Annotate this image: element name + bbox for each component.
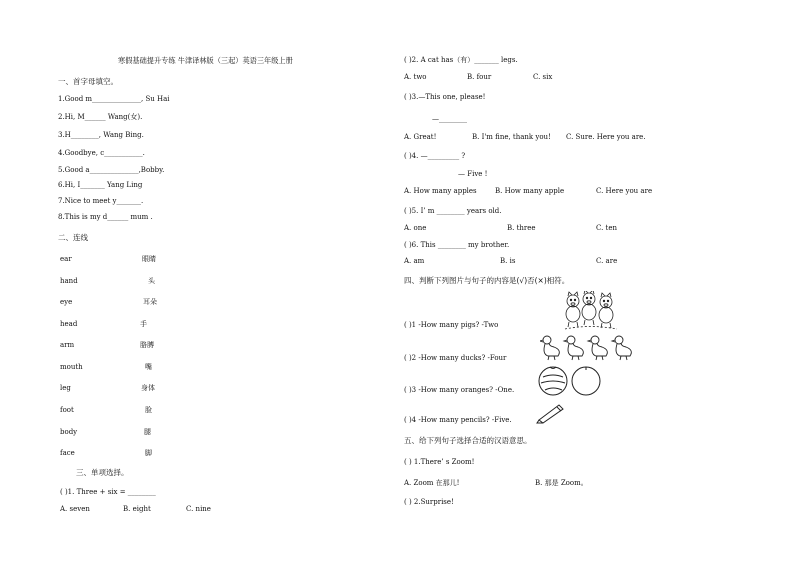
fill-item-3: 3.H________, Wang Bing.: [58, 131, 144, 139]
choice-q4-b: B. How many apple: [495, 187, 565, 195]
fill-item-1: 1.Good m______________, Su Hai: [58, 95, 170, 103]
match-zh-8: 脸: [145, 406, 152, 414]
choice-q2-a: A. two: [404, 73, 427, 81]
judge-item-2: ( )2 -How many ducks? -Four: [404, 354, 507, 362]
section-1-heading: 一、首字母填空。: [58, 77, 118, 86]
choice-q5-c: C. ten: [596, 224, 618, 232]
choice-q3: ( )3.—This one, please!: [404, 93, 486, 101]
fill-item-6: 6.Hi, I_______ Yang Ling: [58, 181, 143, 189]
choice-q3-c: C. Sure. Here you are.: [566, 133, 646, 141]
match-en-4: head: [60, 320, 78, 328]
choice-q1: ( )1. Three + six = ________: [60, 488, 156, 496]
section-2-heading: 二、连线: [58, 233, 88, 242]
match-zh-7: 身体: [141, 384, 155, 392]
pencil-picture-icon: [535, 402, 565, 424]
choice-q4-answer: — Five !: [458, 170, 488, 178]
match-en-8: foot: [60, 406, 74, 414]
choice-q6-c: C. are: [596, 257, 618, 265]
choice-q2-b: B. four: [467, 73, 492, 81]
fill-item-2: 2.Hi, M______ Wang(女).: [58, 113, 143, 121]
match-en-3: eye: [60, 298, 73, 306]
match-en-1: ear: [60, 255, 72, 263]
choice-q1-b: B. eight: [123, 505, 151, 513]
fill-item-4: 4.Goodbye, c___________.: [58, 149, 145, 157]
translate-q1: ( ) 1.There’ s Zoom!: [404, 458, 475, 466]
choice-q5-b: B. three: [507, 224, 536, 232]
choice-q6-a: A. am: [404, 257, 425, 265]
ducks-picture-icon: [540, 334, 634, 362]
choice-q6-b: B. is: [500, 257, 516, 265]
translate-q1-b: B. 那是 Zoom。: [535, 479, 588, 487]
choice-q1-c: C. nine: [186, 505, 211, 513]
fill-item-8: 8.This is my d______ mum .: [58, 213, 153, 221]
match-zh-10: 脚: [145, 449, 152, 457]
fill-item-5: 5.Good a______________,Bobby.: [58, 166, 165, 174]
choice-q5-a: A. one: [404, 224, 427, 232]
choice-q4-a: A. How many apples: [404, 187, 477, 195]
match-en-6: mouth: [60, 363, 83, 371]
section-4-heading: 四、判断下列图片与句子的内容是(√)否(×)相符。: [404, 276, 570, 285]
choice-q2: ( )2. A cat has（有）_______ legs.: [404, 56, 518, 64]
match-zh-3: 耳朵: [143, 298, 157, 306]
translate-q2: ( ) 2.Surprise!: [404, 498, 454, 506]
translate-q1-a: A. Zoom 在那儿!: [404, 479, 460, 487]
section-5-heading: 五、给下列句子选择合适的汉语意思。: [404, 436, 532, 445]
section-3-heading: 三、单项选择。: [76, 468, 129, 477]
match-en-5: arm: [60, 341, 75, 349]
choice-q4-c: C. Here you are: [596, 187, 653, 195]
pigs-picture-icon: [562, 291, 620, 331]
page-title: 寒假基础提升专练 牛津译林版（三起）英语三年级上册: [118, 56, 293, 65]
match-en-2: hand: [60, 277, 78, 285]
choice-q2-c: C. six: [533, 73, 553, 81]
choice-q3-answer-line: —________: [432, 115, 467, 123]
match-zh-6: 嘴: [145, 363, 152, 371]
choice-q3-a: A. Great!: [404, 133, 437, 141]
match-zh-2: 头: [148, 277, 155, 285]
match-zh-1: 眼睛: [142, 255, 156, 263]
match-en-7: leg: [60, 384, 71, 392]
judge-item-1: ( )1 -How many pigs? -Two: [404, 321, 499, 329]
choice-q5: ( )5. I’ m ________ years old.: [404, 207, 502, 215]
match-en-10: face: [60, 449, 75, 457]
choice-q1-a: A. seven: [60, 505, 90, 513]
oranges-picture-icon: [537, 365, 603, 397]
match-en-9: body: [60, 428, 78, 436]
match-zh-4: 手: [140, 320, 147, 328]
choice-q3-b: B. I'm fine, thank you!: [472, 133, 551, 141]
match-zh-5: 胳膊: [140, 341, 154, 349]
choice-q4: ( )4. —_________ ?: [404, 152, 466, 160]
judge-item-4: ( )4 -How many pencils? -Five.: [404, 416, 512, 424]
fill-item-7: 7.Nice to meet y_______.: [58, 197, 144, 205]
choice-q6: ( )6. This ________ my brother.: [404, 241, 510, 249]
match-zh-9: 腿: [144, 428, 151, 436]
judge-item-3: ( )3 -How many oranges? -One.: [404, 386, 515, 394]
